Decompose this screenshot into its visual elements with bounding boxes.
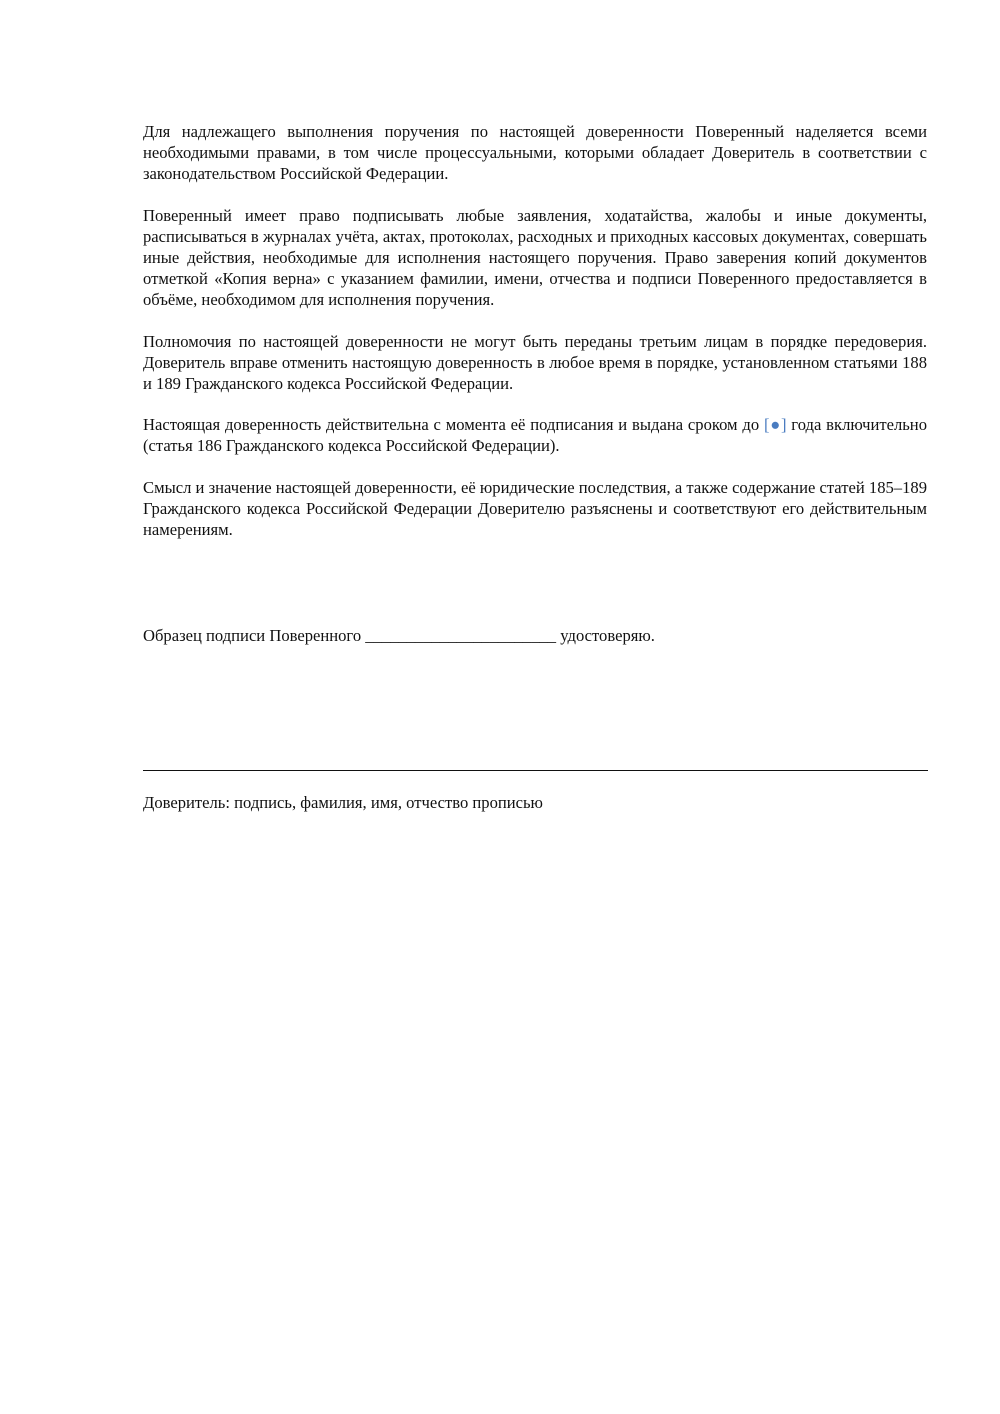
paragraph-redelegation: Полномочия по настоящей доверенности не могут быть переданы третьим лицам в порядке передоверия. Доверитель вправе отменить настоящую доверенность в любое время в порядке, установленном статьями 188 и 189 Гражданского кодекса Российской Федерации. — [143, 331, 927, 394]
paragraph-rights: Поверенный имеет право подписывать любые заявления, ходатайства, жалобы и иные документы, расписываться в журналах учёта, актах, протоколах, расходных и приходных кассовых документах, совершать иные действия, необходимые для исполнения настоящего поручения. Право заверения копий документов отметкой «Копия верна» с указанием фамилии, имени, отчества и подписи Поверенного предоставляется в объёме, необходимом для исполнения поручения. — [143, 205, 927, 310]
attorney-signature-sample-line: Образец подписи Поверенного _______________________ удостоверяю. — [143, 626, 655, 645]
document-body — [143, 121, 927, 560]
validity-date-placeholder[interactable]: [●] — [764, 415, 787, 435]
principal-signature-line — [143, 770, 928, 771]
paragraph-authority: Для надлежащего выполнения поручения по настоящей доверенности Поверенный наделяется всеми необходимыми правами, в том числе процессуальными, которыми обладает Доверитель в соответствии с законодательством Российской Федерации. — [143, 122, 927, 184]
validity-text-end: года включительно (статья 186 Гражданского кодекса Российской Федерации). — [143, 415, 927, 456]
paragraph-validity — [143, 414, 927, 456]
principal-signature-caption: Доверитель: подпись, фамилия, имя, отчество прописью — [143, 793, 543, 812]
paragraph-explanation: Смысл и значение настоящей доверенности, её юридические последствия, а также содержание статей 185–189 Гражданского кодекса Российской Федерации Доверителю разъяснены и соответствуют его действительным намерениям. — [143, 477, 927, 540]
validity-text-start: Настоящая доверенность действительна с момента её подписания и выдана сроком до — [143, 415, 764, 435]
